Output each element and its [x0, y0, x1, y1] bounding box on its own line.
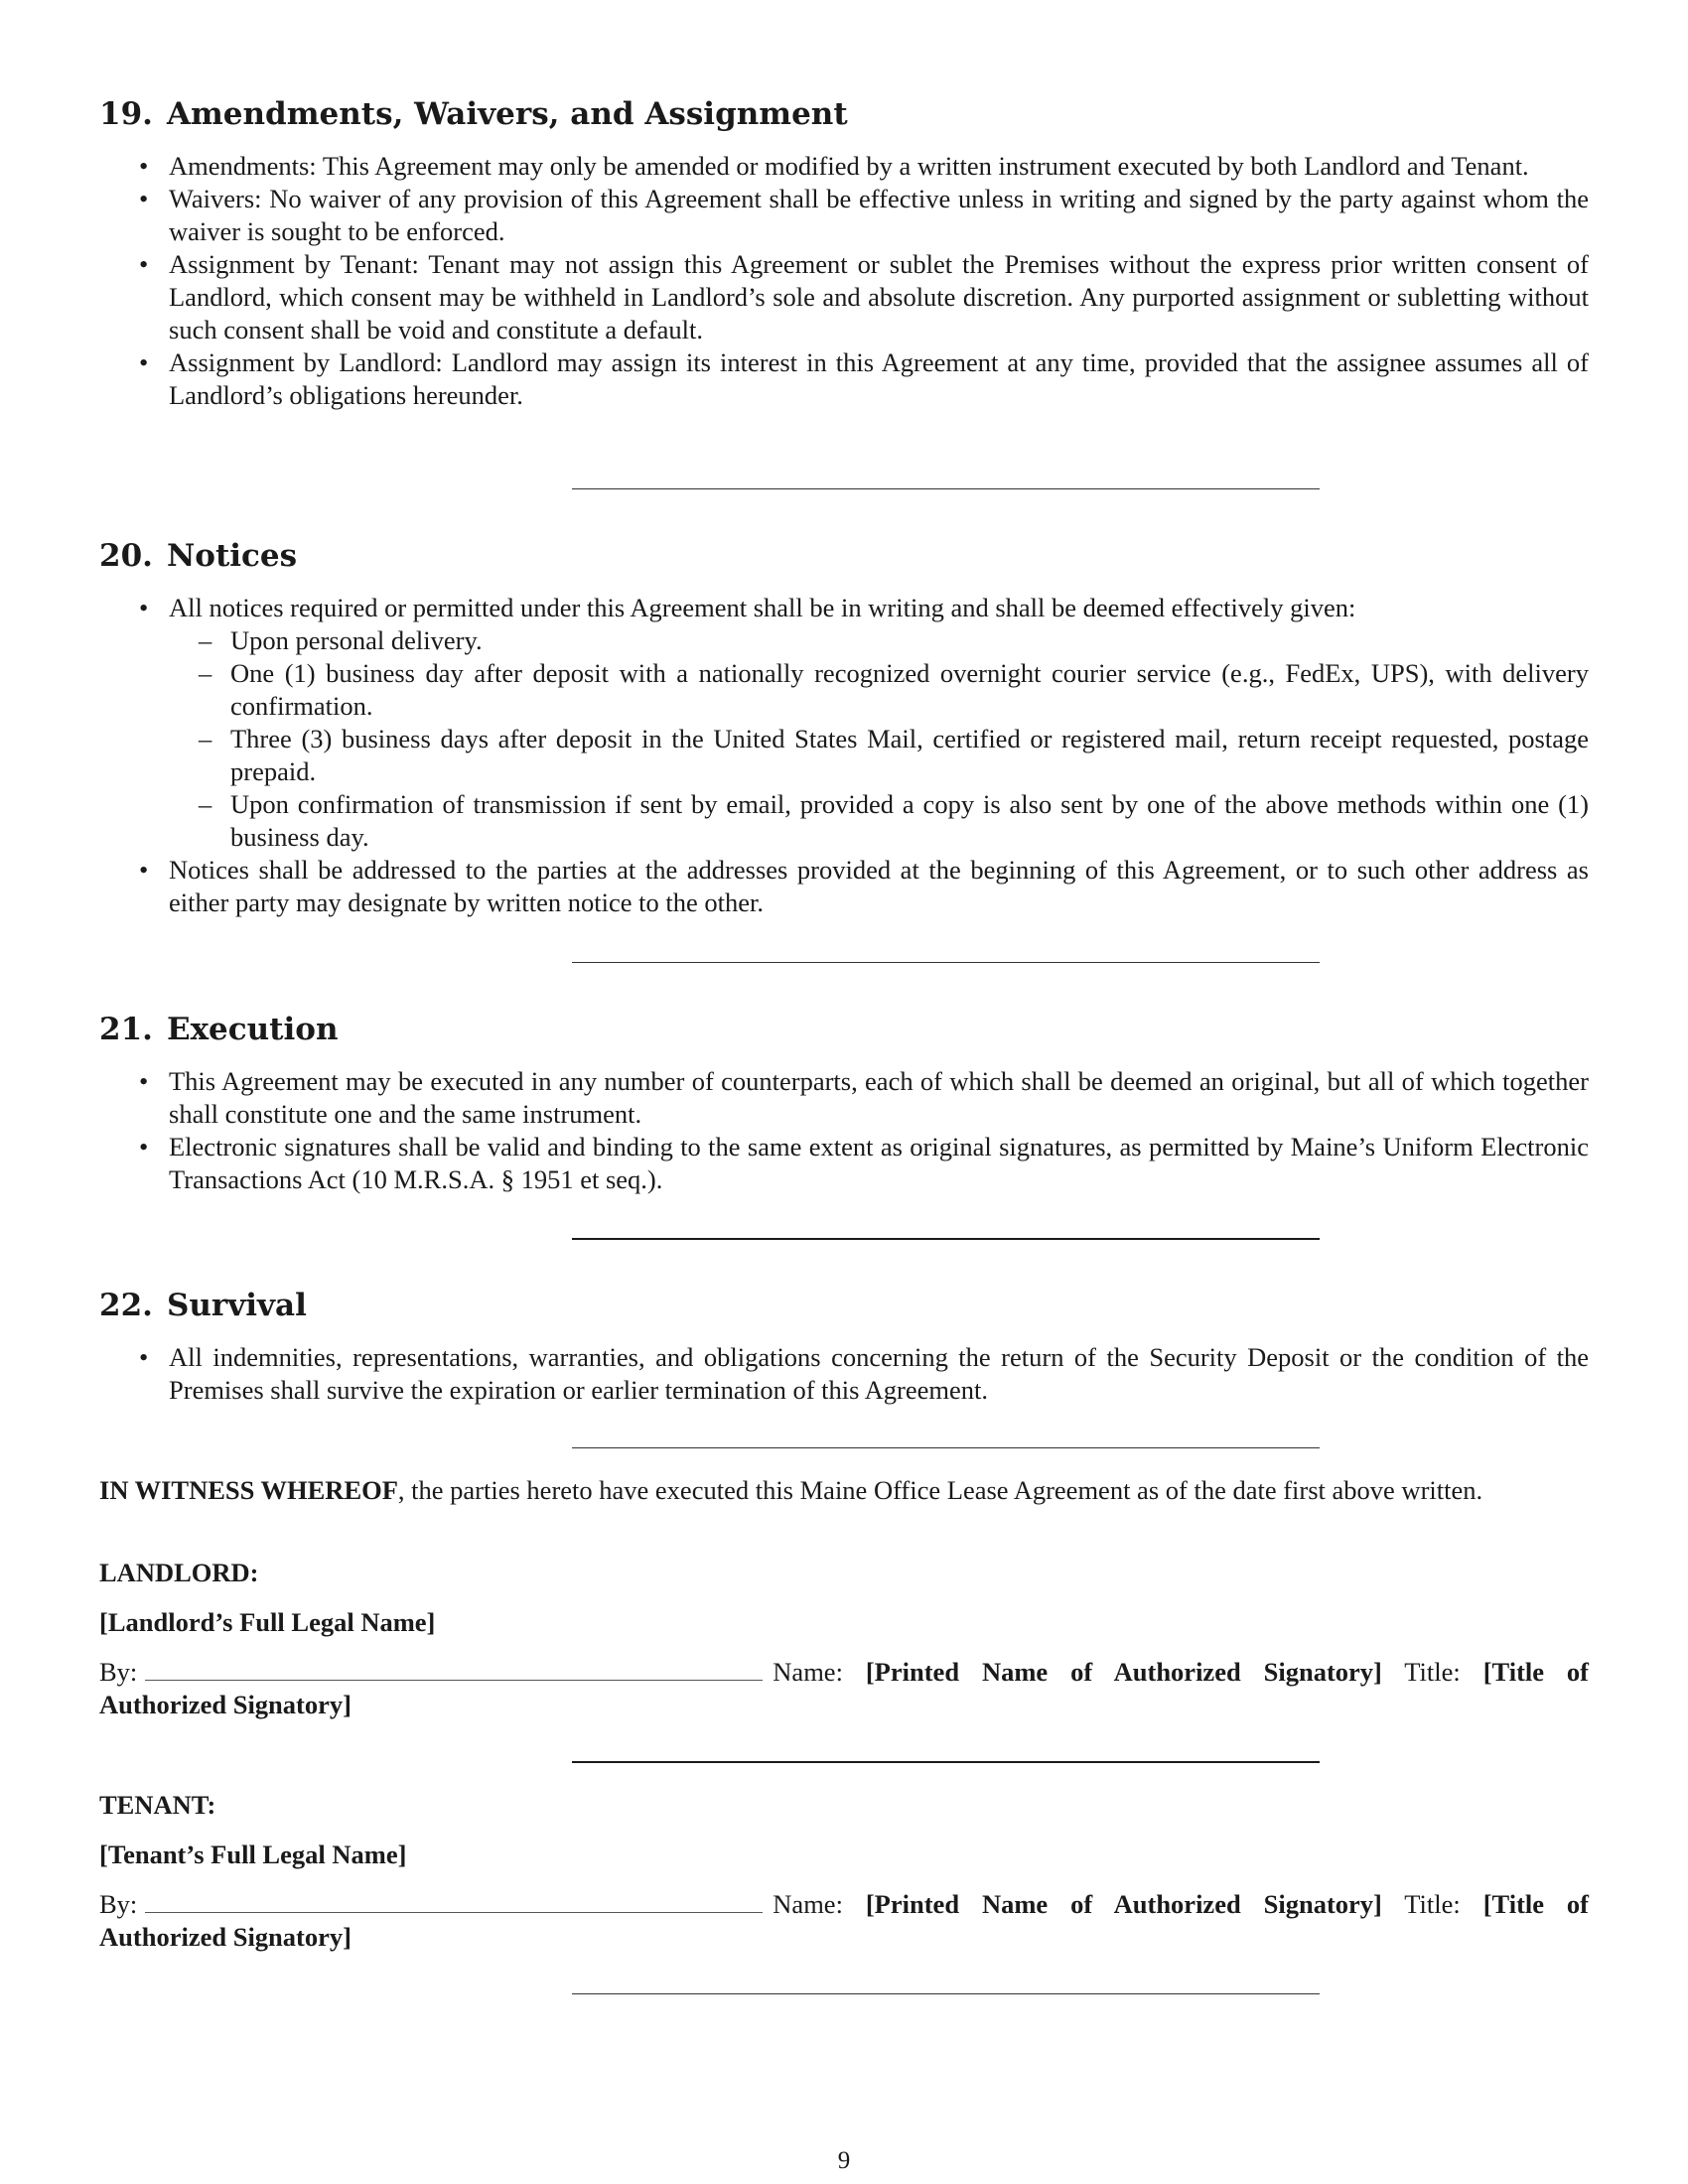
section-divider — [572, 962, 1320, 963]
list-item — [99, 592, 1589, 854]
notice-intro: All notices required or permitted under this Agreement shall be in writing and shall be deemed effectively given: — [169, 593, 1356, 622]
tenant-party-name: [Tenant’s Full Legal Name] — [99, 1840, 407, 1869]
landlord-heading: LANDLORD: — [99, 1558, 259, 1587]
section-title: Amendments, Waivers, and Assignment — [166, 96, 848, 132]
sub-list-item: – Upon confirmation of transmission if sent by email, provided a copy is also sent by one of the above methods within one (1) business day. — [169, 788, 1589, 854]
page-number: 9 — [837, 2147, 851, 2174]
section-22-list — [99, 1341, 1589, 1407]
section-20-list — [99, 592, 1589, 919]
signature-divider — [572, 1993, 1320, 1994]
sub-list-item: – One (1) business day after deposit with a nationally recognized overnight courier service (e.g., FedEx, UPS), with delivery confirmation. — [169, 657, 1589, 723]
section-number: 19. — [99, 96, 153, 132]
sub-list-item: – Upon personal delivery. — [169, 624, 1589, 657]
section-21-heading — [99, 1010, 339, 1049]
signature-divider — [572, 1761, 1320, 1763]
title-label: Title: — [1404, 1889, 1461, 1919]
title-label: Title: — [1404, 1657, 1461, 1687]
list-item: • Waivers: No waiver of any provision of this Agreement shall be effective unless in writing and signed by the party against whom the waiver is sought to be enforced. — [99, 183, 1589, 248]
witness-text: , the parties hereto have executed this Maine Office Lease Agreement as of the date first above written. — [397, 1475, 1483, 1505]
section-20-heading — [99, 536, 297, 576]
list-item: • Assignment by Tenant: Tenant may not assign this Agreement or sublet the Premises without the express prior written consent of Landlord, which consent may be withheld in Landlord’s sole and absolute discretion. Any purported assignment or subletting without such consent shall be void and constitute a default. — [99, 248, 1589, 346]
list-item: • Assignment by Landlord: Landlord may assign its interest in this Agreement at any time, provided that the assignee assumes all of Landlord’s obligations hereunder. — [99, 346, 1589, 412]
witness-lead: IN WITNESS WHEREOF — [99, 1475, 398, 1505]
list-item: • Electronic signatures shall be valid and binding to the same extent as original signatures, as permitted by Maine’s Uniform Electronic Transactions Act (10 M.R.S.A. § 1951 et seq.). — [99, 1131, 1589, 1196]
section-number: 21. — [99, 1012, 153, 1047]
title-value: [Title of Authorized Signatory] — [99, 1657, 1590, 1719]
list-item: • This Agreement may be executed in any number of counterparts, each of which shall be deemed an original, but all of which together shall constitute one and the same instrument. — [99, 1065, 1589, 1131]
sub-list-item: – Three (3) business days after deposit in the United States Mail, certified or registered mail, return receipt requested, postage prepaid. — [169, 723, 1589, 788]
name-label: Name: — [773, 1657, 843, 1687]
name-value: [Printed Name of Authorized Signatory] — [865, 1889, 1382, 1919]
section-19-heading — [99, 94, 848, 134]
section-divider — [572, 488, 1320, 489]
section-title: Notices — [166, 538, 298, 574]
landlord-signature-line — [99, 1656, 1589, 1721]
name-label: Name: — [773, 1889, 843, 1919]
landlord-signature-field[interactable] — [145, 1658, 763, 1681]
name-value: [Printed Name of Authorized Signatory] — [865, 1657, 1382, 1687]
section-divider — [572, 1447, 1320, 1448]
witness-clause — [99, 1474, 1589, 1507]
by-label: By: — [99, 1889, 138, 1919]
section-title: Survival — [166, 1288, 307, 1323]
list-item: • Notices shall be addressed to the parties at the addresses provided at the beginning of this Agreement, or to such other address as either party may designate by written notice to the other. — [99, 854, 1589, 919]
title-value: [Title of Authorized Signatory] — [99, 1889, 1590, 1952]
list-item: • All indemnities, representations, warranties, and obligations concerning the return of the Security Deposit or the condition of the Premises shall survive the expiration or earlier termination of this Agreement. — [99, 1341, 1589, 1407]
notice-methods-list — [169, 624, 1589, 854]
list-item: • Amendments: This Agreement may only be amended or modified by a written instrument executed by both Landlord and Tenant. — [99, 150, 1589, 183]
landlord-party-name: [Landlord’s Full Legal Name] — [99, 1607, 436, 1637]
section-divider — [572, 1238, 1320, 1240]
section-19-list — [99, 150, 1589, 412]
section-title: Execution — [166, 1012, 339, 1047]
section-number: 22. — [99, 1288, 153, 1323]
section-22-heading — [99, 1286, 307, 1325]
tenant-heading: TENANT: — [99, 1790, 216, 1820]
tenant-signature-line — [99, 1888, 1589, 1954]
by-label: By: — [99, 1657, 138, 1687]
section-number: 20. — [99, 538, 153, 574]
tenant-signature-field[interactable] — [145, 1890, 763, 1913]
section-21-list — [99, 1065, 1589, 1196]
